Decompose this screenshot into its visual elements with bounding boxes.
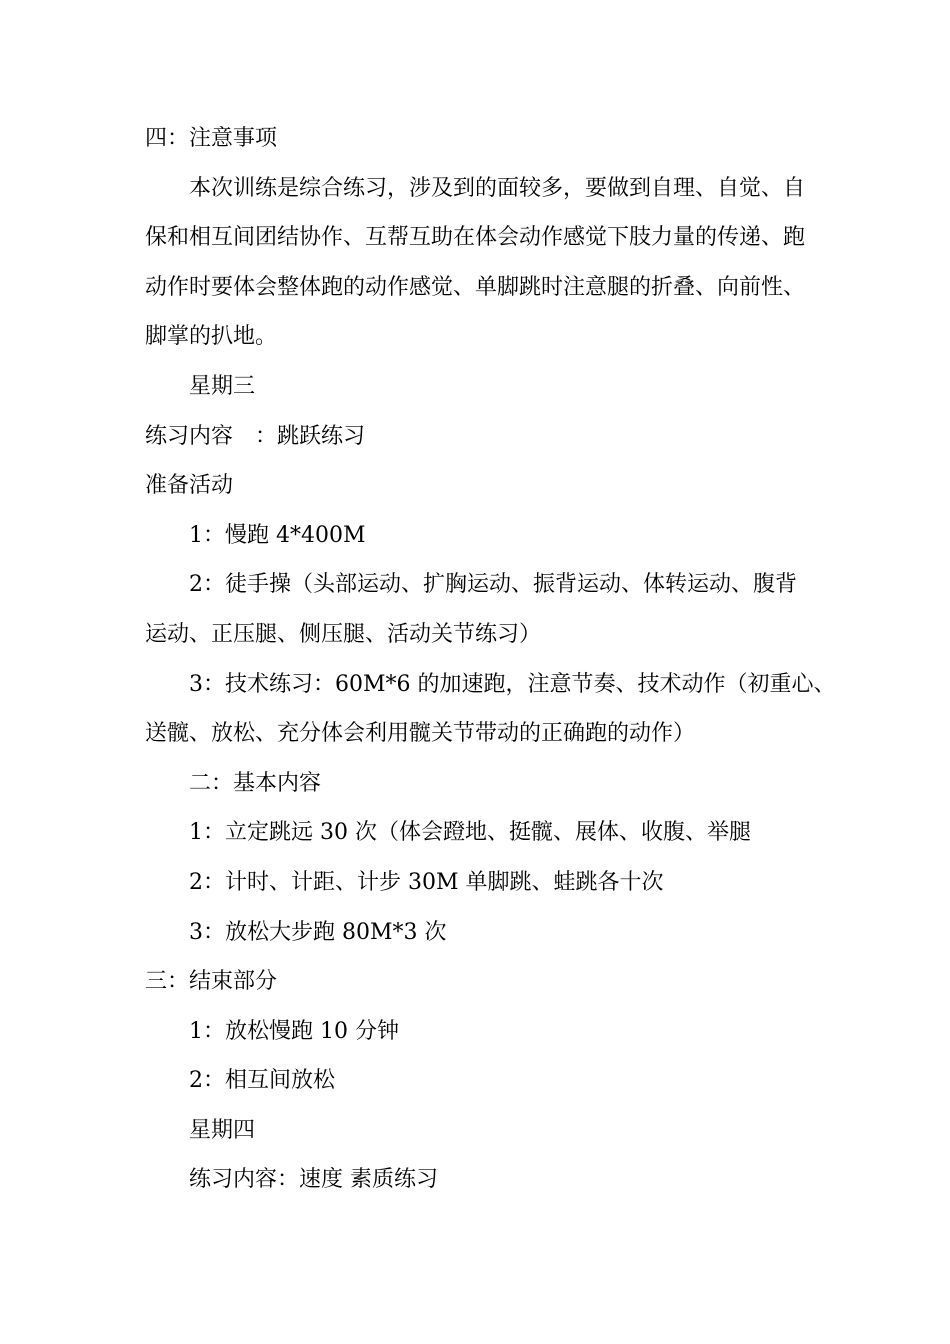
paragraph-line: 保和相互间团结协作、互帮互助在体会动作感觉下肢力量的传递、跑 xyxy=(145,225,806,251)
section-heading-basic-content: 二：基本内容 xyxy=(189,770,322,796)
list-item-continuation: 运动、正压腿、侧压腿、活动关节练习） xyxy=(145,621,542,647)
paragraph-line: 本次训练是综合练习，涉及到的面较多，要做到自理、自觉、自 xyxy=(189,175,806,201)
list-item: 2：相互间放松 xyxy=(189,1068,335,1094)
day-heading-wednesday: 星期三 xyxy=(189,373,256,399)
section-heading-ending: 三：结束部分 xyxy=(145,969,278,995)
practice-content-line: 练习内容：速度 素质练习 xyxy=(189,1167,438,1193)
list-item: 3：放松大步跑 80M*3 次 xyxy=(189,919,447,945)
list-item: 2：徒手操（头部运动、扩胸运动、振背运动、体转运动、腹背 xyxy=(189,572,797,598)
list-item: 3：技术练习：60M*6 的加速跑，注意节奏、技术动作（初重心、 xyxy=(189,671,836,697)
list-item: 1：放松慢跑 10 分钟 xyxy=(189,1018,399,1044)
section-heading-warmup: 准备活动 xyxy=(145,473,234,499)
paragraph-line: 脚掌的扒地。 xyxy=(145,324,278,350)
list-item: 1：立定跳远 30 次（体会蹬地、挺髋、展体、收腹、举腿 xyxy=(189,820,751,846)
section-heading-notes: 四：注意事项 xyxy=(145,126,278,151)
list-item-continuation: 送髋、放松、充分体会利用髋关节带动的正确跑的动作） xyxy=(145,721,696,747)
document-body xyxy=(145,114,836,1205)
practice-content-line: 练习内容 ：跳跃练习 xyxy=(145,423,366,449)
list-item: 1：慢跑 4*400M xyxy=(189,522,366,548)
day-heading-thursday: 星期四 xyxy=(189,1117,256,1143)
list-item: 2：计时、计距、计步 30M 单脚跳、蛙跳各十次 xyxy=(189,869,664,895)
paragraph-line: 动作时要体会整体跑的动作感觉、单脚跳时注意腿的折叠、向前性、 xyxy=(145,274,806,300)
